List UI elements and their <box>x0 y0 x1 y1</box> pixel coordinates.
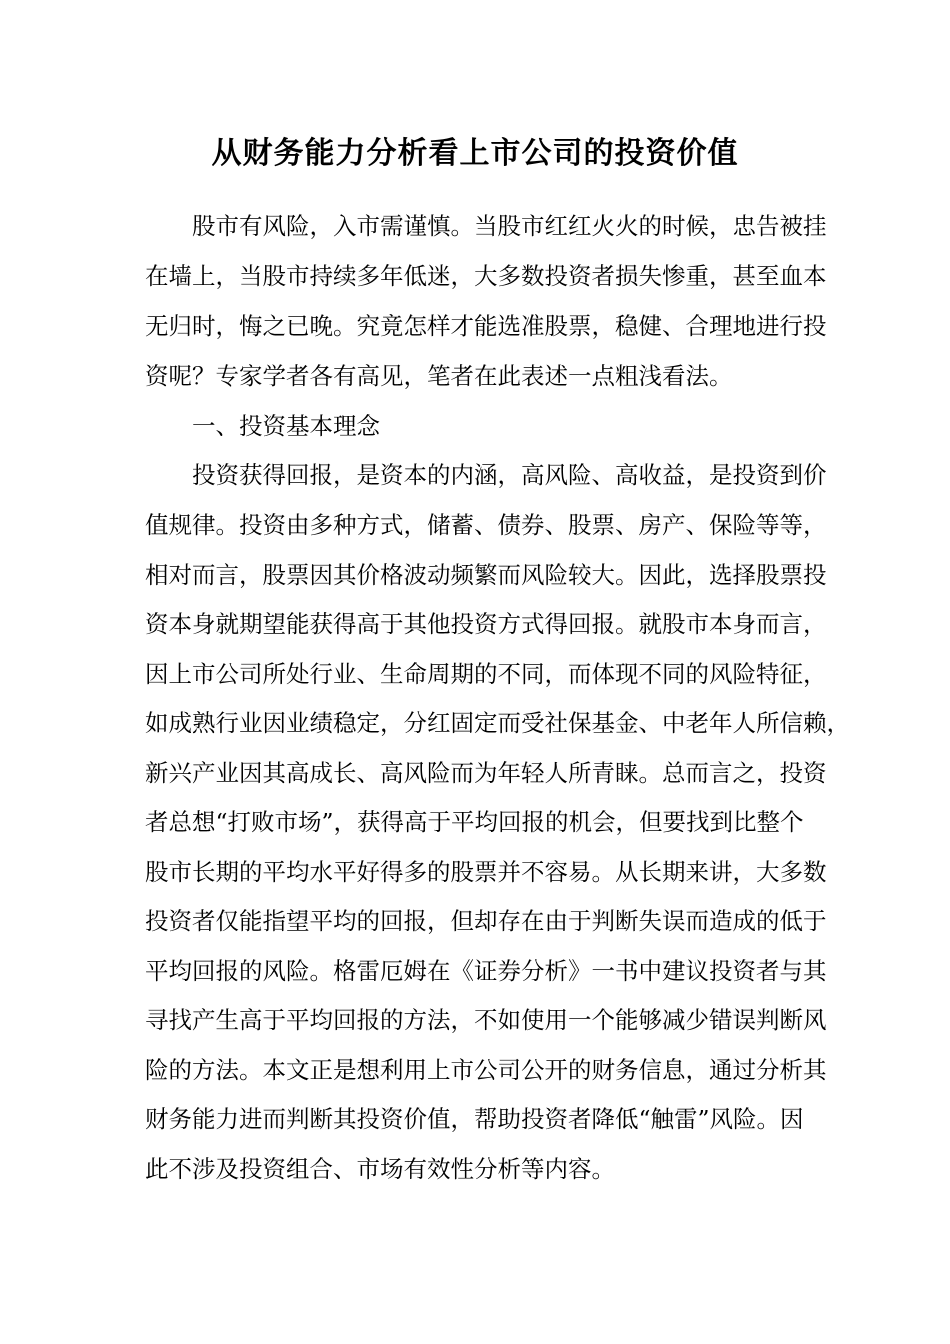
text-line: 在墙上，当股市持续多年低迷，大多数投资者损失惨重，甚至血本 <box>145 262 827 290</box>
text-line: 值规律。投资由多种方式，储蓄、债券、股票、房产、保险等等， <box>145 511 827 539</box>
text-line: 财务能力进而判断其投资价值，帮助投资者降低“触雷”风险。因 <box>145 1105 804 1133</box>
text-line: 股市长期的平均水平好得多的股票并不容易。从长期来讲，大多数 <box>145 858 827 886</box>
text-line: 因上市公司所处行业、生命周期的不同，而体现不同的风险特征， <box>145 660 827 688</box>
text-line: 者总想“打败市场”，获得高于平均回报的机会，但要找到比整个 <box>145 808 804 836</box>
text-line: 新兴产业因其高成长、高风险而为年轻人所青睐。总而言之，投资 <box>145 759 827 787</box>
text-line: 平均回报的风险。格雷厄姆在《证券分析》一书中建议投资者与其 <box>145 957 827 985</box>
text-line: 股市有风险，入市需谨慎。当股市红红火火的时候，忠告被挂 <box>145 212 827 240</box>
text-line: 资本身就期望能获得高于其他投资方式得回报。就股市本身而言， <box>145 610 827 638</box>
section-heading: 一、投资基本理念 <box>145 412 380 440</box>
text-line: 投资获得回报，是资本的内涵，高风险、高收益，是投资到价 <box>145 461 827 489</box>
text-line: 无归时，悔之已晚。究竟怎样才能选准股票，稳健、合理地进行投 <box>145 312 827 340</box>
text-line: 如成熟行业因业绩稳定，分红固定而受社保基金、中老年人所信赖， <box>145 709 850 737</box>
document-title: 从财务能力分析看上市公司的投资价值 <box>211 136 739 171</box>
text-line: 险的方法。本文正是想利用上市公司公开的财务信息，通过分析其 <box>145 1056 827 1084</box>
text-line: 投资者仅能指望平均的回报，但却存在由于判断失误而造成的低于 <box>145 907 827 935</box>
text-line: 资呢？专家学者各有高见，笔者在此表述一点粗浅看法。 <box>145 362 733 390</box>
text-line: 相对而言，股票因其价格波动频繁而风险较大。因此，选择股票投 <box>145 561 827 589</box>
text-line: 寻找产生高于平均回报的方法，不如使用一个能够减少错误判断风 <box>145 1006 827 1034</box>
text-line: 此不涉及投资组合、市场有效性分析等内容。 <box>145 1155 615 1183</box>
